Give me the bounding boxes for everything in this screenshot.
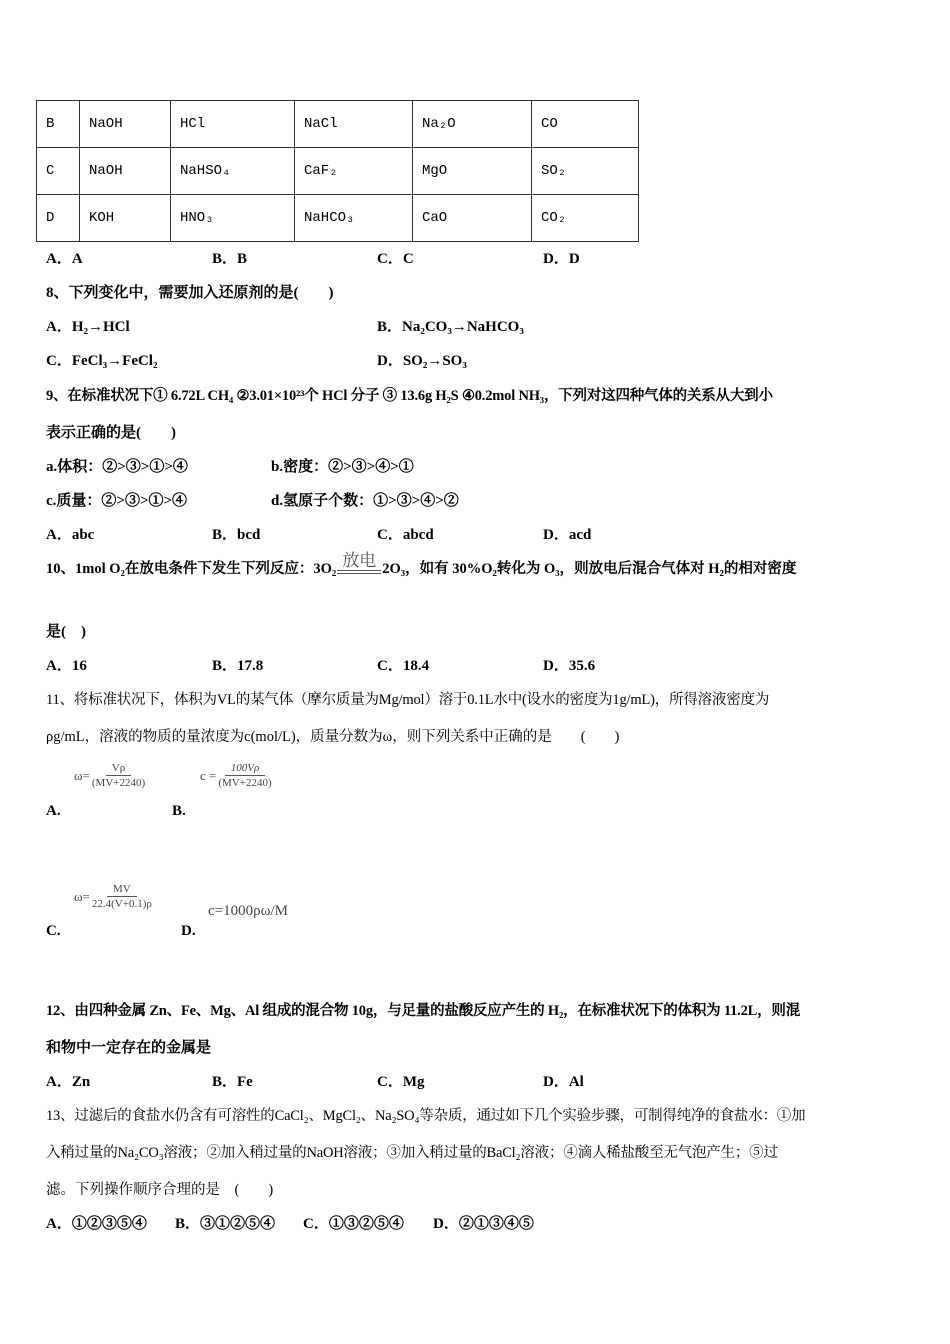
table-cell: B	[37, 101, 80, 148]
fraction-numerator: 100Vρ	[225, 762, 266, 776]
table-cell: CaF₂	[295, 148, 413, 195]
table-cell: C	[37, 148, 80, 195]
q7-option-c: C．C	[377, 251, 414, 267]
fraction	[92, 762, 145, 789]
q11-label-b: B.	[172, 803, 186, 819]
q10-option-a: A．16	[46, 658, 87, 674]
q10-stem-prefix: 10、1mol O₂在放电条件下发生下列反应：3O₂	[46, 561, 337, 577]
q12-stem-line1: 12、由四种金属 Zn、Fe、Mg、Al 组成的混合物 10g，与足量的盐酸反应产生的 H₂，在标准状况下的体积为 11.2L，则混	[46, 1003, 801, 1019]
q12-option-a: A．Zn	[46, 1074, 91, 1090]
q10-stem-suffix: 2O₃，如有 30%O₂转化为 O₃，则放电后混合气体对 H₂的相对密度	[382, 561, 797, 577]
formula-lhs: ω=	[74, 767, 90, 783]
q11-label-c: C.	[46, 923, 61, 939]
q11-formula-b	[200, 762, 272, 789]
q13-option-b: B．③①②⑤④	[175, 1216, 276, 1232]
table-cell: NaHCO₃	[295, 195, 413, 242]
q10-option-b: B．17.8	[212, 658, 264, 674]
q12-stem-line2: 和物中一定存在的金属是	[46, 1040, 212, 1056]
fraction-denominator: (MV+2240)	[91, 777, 146, 789]
chem-classification-table	[36, 100, 639, 242]
reaction-condition-arrow	[337, 552, 381, 579]
table-cell: MgO	[413, 148, 532, 195]
equals-sign-icon	[337, 570, 381, 574]
table-cell: NaCl	[295, 101, 413, 148]
q9-option-b: B．bcd	[212, 527, 261, 543]
q8-option-b: B．Na₂CO₃→NaHCO₃	[377, 319, 524, 335]
q9-statement-b: b.密度：②>③>④>①	[271, 459, 414, 475]
table-cell: NaOH	[80, 101, 171, 148]
table-cell: CO	[532, 101, 639, 148]
q9-option-c: C．abcd	[377, 527, 434, 543]
q9-stem-line2: 表示正确的是( )	[46, 425, 176, 441]
q9-option-d: D．acd	[543, 527, 592, 543]
q13-stem-line2: 入稍过量的Na₂CO₃溶液；②加入稍过量的NaOH溶液；③加入稍过量的BaCl₂溶液；④滴人稀盐酸至无气泡产生；⑤过	[46, 1145, 778, 1161]
table-row	[37, 195, 639, 242]
fraction-numerator: MV	[107, 883, 137, 897]
table-row	[37, 101, 639, 148]
q12-option-c: C．Mg	[377, 1074, 425, 1090]
q13-option-c: C．①③②⑤④	[303, 1216, 404, 1232]
q11-label-d: D.	[181, 923, 196, 939]
q11-stem-line2: ρg/mL，溶液的物质的量浓度为c(mol/L)，质量分数为ω，则下列关系中正确的是 ( )	[46, 729, 620, 745]
fraction-denominator: 22.4(V+0.1)ρ	[91, 898, 152, 910]
formula-lhs: ω=	[74, 888, 90, 904]
q8-option-d: D．SO₂→SO₃	[377, 353, 467, 369]
fraction-denominator: (MV+2240)	[218, 777, 272, 789]
table-cell: CO₂	[532, 195, 639, 242]
table-cell: NaOH	[80, 148, 171, 195]
q8-option-a: A．H₂→HCl	[46, 319, 130, 335]
q8-option-c: C．FeCl₃→FeCl₂	[46, 353, 158, 369]
table-cell: HCl	[171, 101, 295, 148]
q10-option-d: D．35.6	[543, 658, 596, 674]
q10-stem-line2: 是( )	[46, 624, 86, 640]
q9-stem-line1: 9、在标准状况下① 6.72L CH₄ ②3.01×10²³个 HCl 分子 ③ 13.6g H₂S ④0.2mol NH₃，下列对这四种气体的关系从大到小	[46, 388, 773, 404]
q11-formula-d: c=1000ρω/M	[208, 903, 288, 919]
q12-option-d: D．Al	[543, 1074, 584, 1090]
table-cell: HNO₃	[171, 195, 295, 242]
fraction-numerator: Vρ	[106, 762, 131, 776]
q7-option-b: B．B	[212, 251, 248, 267]
fraction	[218, 762, 271, 789]
q13-stem-line1: 13、过滤后的食盐水仍含有可溶性的CaCl₂、MgCl₂、Na₂SO₄等杂质，通过如下几个实验步骤，可制得纯净的食盐水：①加	[46, 1108, 806, 1124]
q11-formula-c	[74, 883, 152, 910]
q9-statement-c: c.质量：②>③>①>④	[46, 493, 188, 509]
table-cell: Na₂O	[413, 101, 532, 148]
table-cell: D	[37, 195, 80, 242]
q9-statement-d: d.氢原子个数：①>③>④>②	[271, 493, 459, 509]
table-row	[37, 148, 639, 195]
table-cell: KOH	[80, 195, 171, 242]
q9-statement-a: a.体积：②>③>①>④	[46, 459, 188, 475]
fraction	[92, 883, 152, 910]
q12-option-b: B．Fe	[212, 1074, 253, 1090]
q9-option-a: A．abc	[46, 527, 95, 543]
reaction-condition: 放电	[342, 551, 377, 570]
q7-option-d: D．D	[543, 251, 580, 267]
q11-formula-a	[74, 762, 145, 789]
q10-option-c: C．18.4	[377, 658, 430, 674]
table-cell: SO₂	[532, 148, 639, 195]
table-cell: NaHSO₄	[171, 148, 295, 195]
q11-stem-line1: 11、将标准状况下，体积为VL的某气体（摩尔质量为Mg/mol）溶于0.1L水中(设水的密度为1g/mL)，所得溶液密度为	[46, 692, 770, 708]
q13-option-a: A．①②③⑤④	[46, 1216, 147, 1232]
q13-option-d: D．②①③④⑤	[433, 1216, 534, 1232]
formula-lhs: c =	[200, 767, 217, 783]
q7-option-a: A．A	[46, 251, 83, 267]
q11-label-a: A.	[46, 803, 61, 819]
q13-stem-line3: 滤。下列操作顺序合理的是 ( )	[46, 1182, 274, 1198]
table-cell: CaO	[413, 195, 532, 242]
q10-stem-line1	[46, 552, 796, 579]
q8-stem: 8、下列变化中，需要加入还原剂的是( )	[46, 285, 334, 301]
